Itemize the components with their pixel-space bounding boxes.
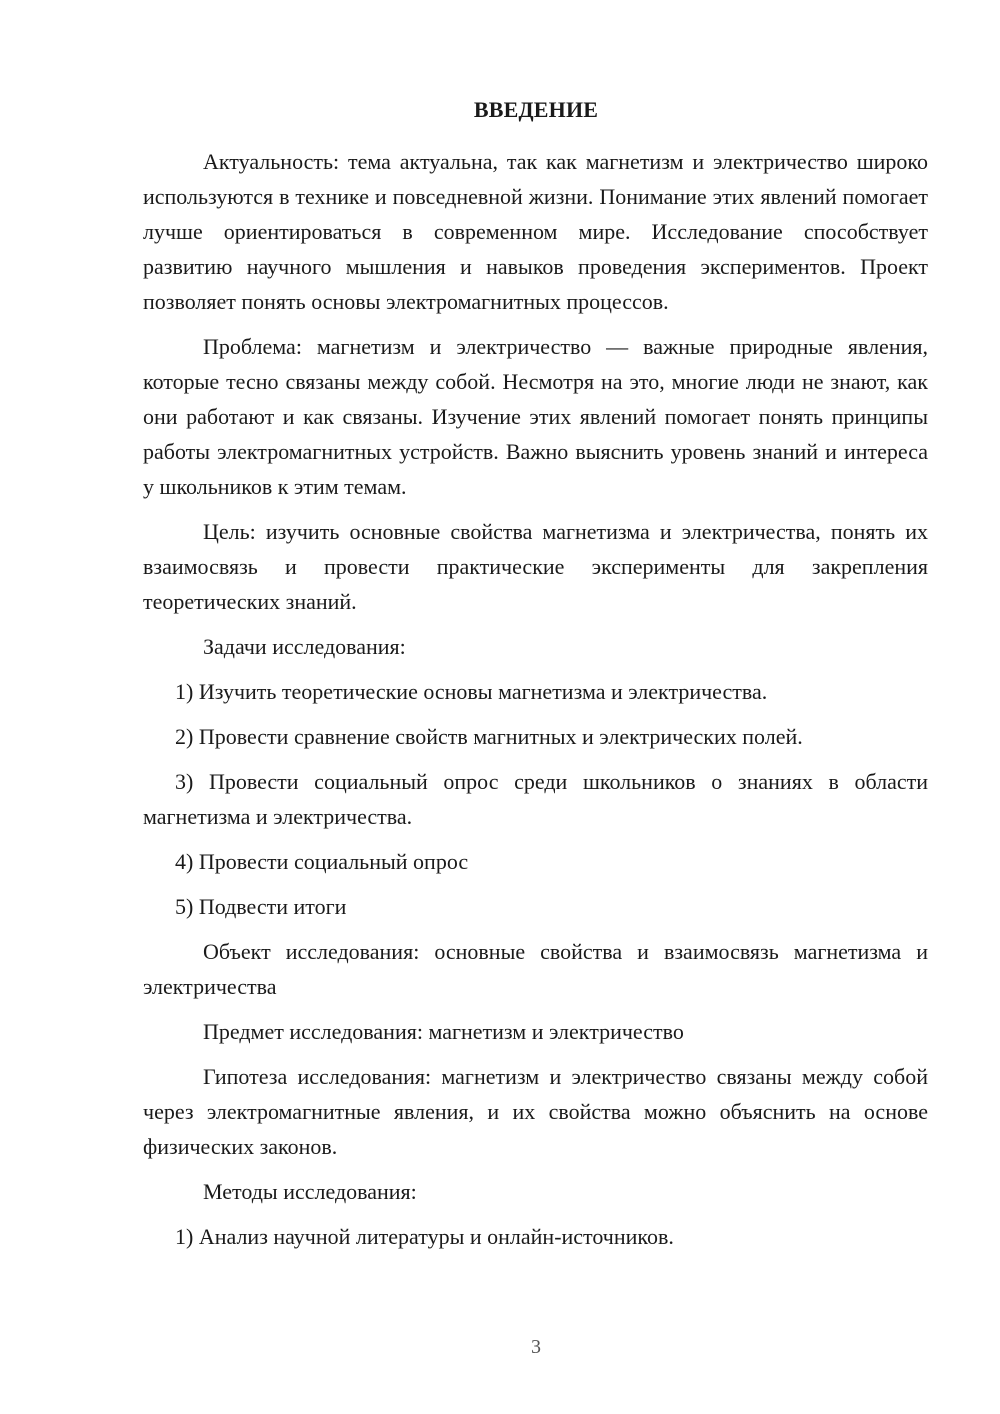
page-number: 3 bbox=[531, 1336, 541, 1358]
paragraph-subject: Предмет исследования: магнетизм и электричество bbox=[203, 1019, 684, 1044]
methods-title: Методы исследования: bbox=[203, 1179, 417, 1204]
page-heading: ВВЕДЕНИЕ bbox=[473, 97, 599, 122]
task-item: 1) Изучить теоретические основы магнетизма и электричества. bbox=[175, 679, 768, 704]
document-body bbox=[143, 144, 928, 1264]
paragraph-object: Объект исследования: основные свойства и взаимосвязь магнетизма и электричества bbox=[143, 939, 928, 999]
method-item: 1) Анализ научной литературы и онлайн-источников. bbox=[175, 1224, 674, 1249]
paragraph-goal: Цель: изучить основные свойства магнетизма и электричества, понять их взаимосвязь и провести практические эксперименты для закрепления теоретических знаний. bbox=[143, 519, 928, 614]
tasks-title: Задачи исследования: bbox=[203, 634, 406, 659]
task-item: 2) Провести сравнение свойств магнитных и электрических полей. bbox=[175, 724, 803, 749]
task-item: 4) Провести социальный опрос bbox=[175, 849, 469, 874]
task-item: 3) Провести социальный опрос среди школьников о знаниях в области магнетизма и электричества. bbox=[143, 769, 928, 829]
paragraph-relevance: Актуальность: тема актуальна, так как магнетизм и электричество широко используются в технике и повседневной жизни. Понимание этих явлений помогает лучше ориентироваться в современном мире. Исследование способствует развитию научного мышления и навыков проведения экспериментов. Проект позволяет понять основы электромагнитных процессов. bbox=[143, 149, 928, 314]
paragraph-problem: Проблема: магнетизм и электричество — важные природные явления, которые тесно связаны между собой. Несмотря на это, многие люди не знают, как они работают и как связаны. Изучение этих явлений помогает понять принципы работы электромагнитных устройств. Важно выяснить уровень знаний и интереса у школьников к этим темам. bbox=[143, 334, 928, 499]
paragraph-hypothesis: Гипотеза исследования: магнетизм и электричество связаны между собой через электромагнитные явления, и их свойства можно объяснить на основе физических законов. bbox=[143, 1064, 928, 1159]
task-item: 5) Подвести итоги bbox=[175, 894, 347, 919]
